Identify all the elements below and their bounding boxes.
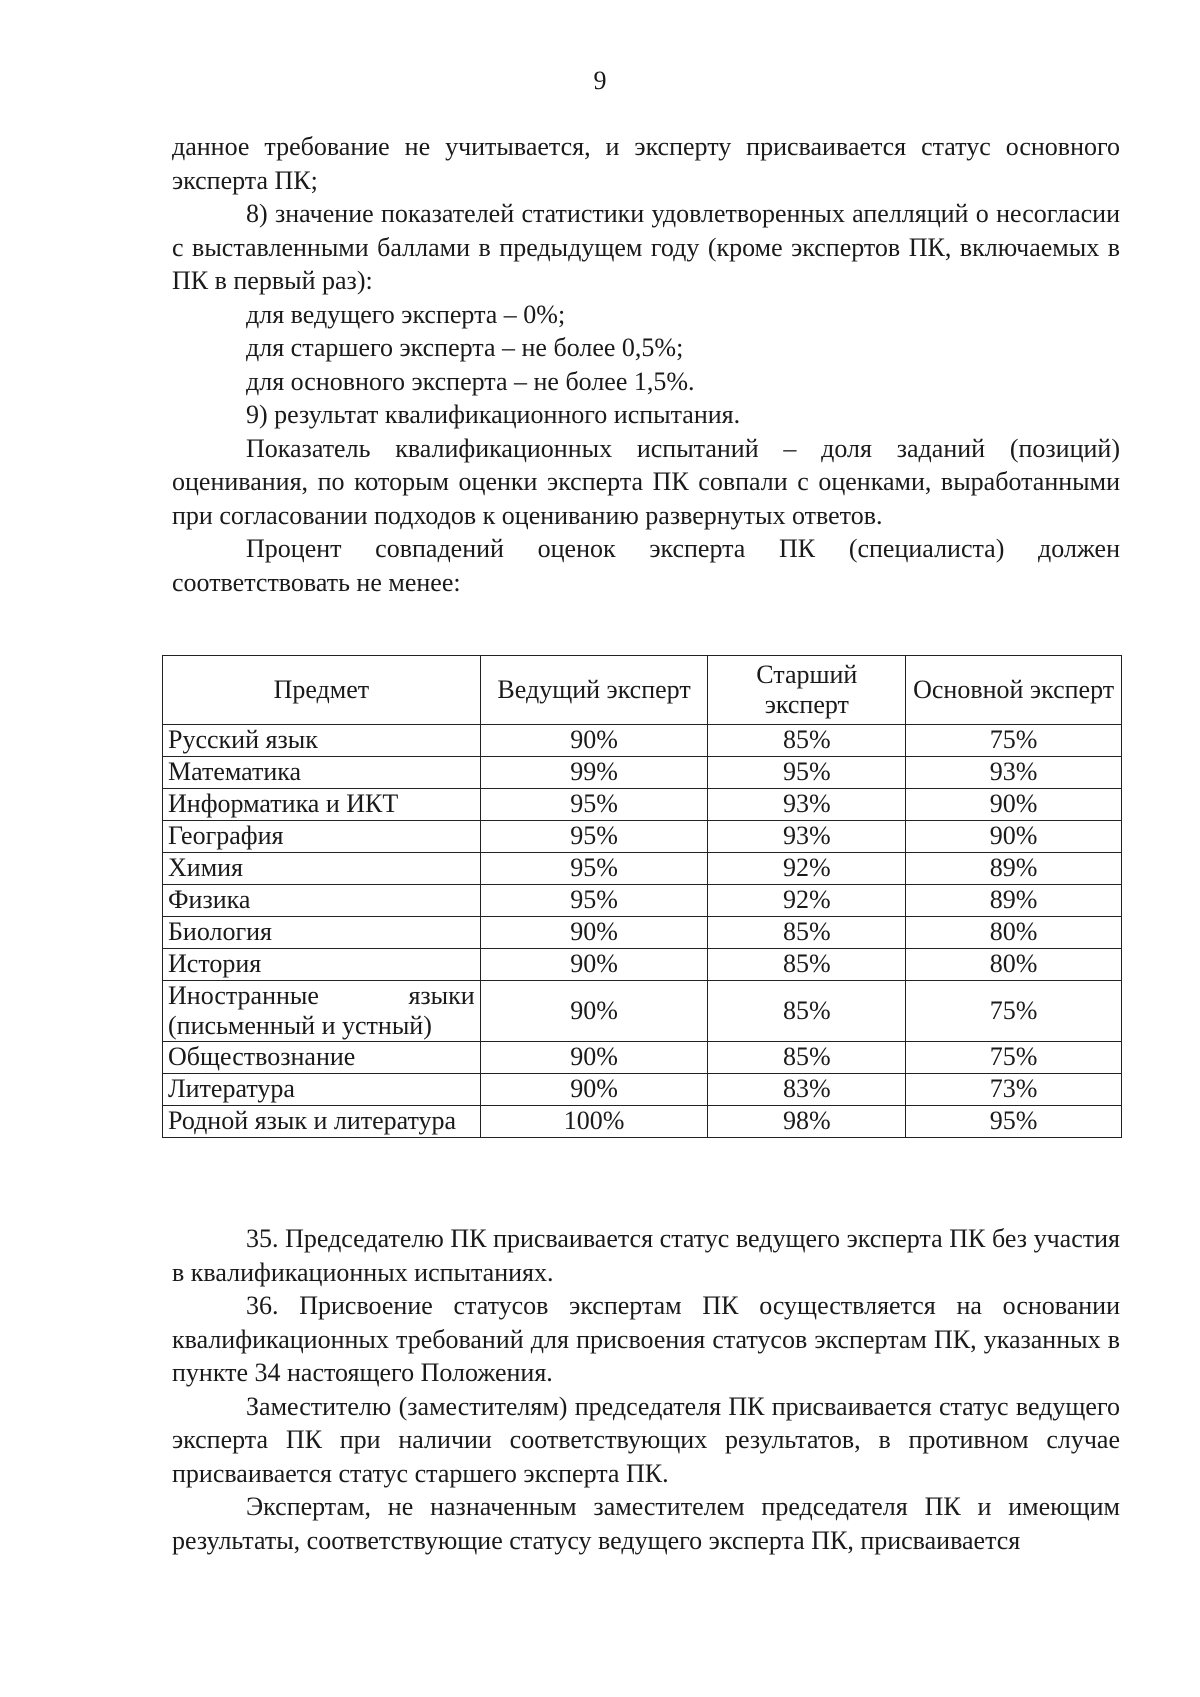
cell-senior: 85% [708, 917, 906, 949]
cell-subject: Физика [163, 885, 481, 917]
cell-main: 73% [906, 1074, 1122, 1106]
cell-senior: 85% [708, 725, 906, 757]
sub-item-lead: для ведущего эксперта – 0%; [246, 299, 566, 329]
cell-lead: 95% [480, 853, 708, 885]
header-lead-expert: Ведущий эксперт [480, 656, 708, 725]
cell-subject: Русский язык [163, 725, 481, 757]
cell-lead: 90% [480, 949, 708, 981]
cell-lead: 95% [480, 885, 708, 917]
cell-main: 93% [906, 757, 1122, 789]
cell-main: 75% [906, 725, 1122, 757]
top-text [172, 130, 1120, 599]
paragraph-item-35: 35. Председателю ПК присваивается статус ведущего эксперта ПК без участия в квалификационных испытаниях. [172, 1224, 1120, 1287]
table-row [163, 1074, 1122, 1106]
table-row [163, 981, 1122, 1042]
table-row [163, 1042, 1122, 1074]
table-row [163, 725, 1122, 757]
cell-senior: 85% [708, 981, 906, 1042]
cell-subject: Химия [163, 853, 481, 885]
paragraph-deputies: Заместителю (заместителям) председателя ПК присваивается статус ведущего эксперта ПК при наличии соответствующих результатов, в противном случае присваивается статус старшего эксперта ПК. [172, 1391, 1120, 1488]
paragraph-experts: Экспертам, не назначенным заместителем председателя ПК и имеющим результаты, соответствующие статусу ведущего эксперта ПК, присваивается [172, 1492, 1120, 1555]
paragraph-indicator: Показатель квалификационных испытаний – доля заданий (позиций) оценивания, по которым оценки эксперта ПК совпали с оценками, выработанными при согласовании подходов к оцениванию развернутых ответов. [172, 433, 1120, 530]
cell-main: 75% [906, 1042, 1122, 1074]
bottom-text [172, 1222, 1120, 1557]
paragraph-item-9: 9) результат квалификационного испытания. [246, 400, 741, 429]
cell-main: 89% [906, 885, 1122, 917]
cell-main: 75% [906, 981, 1122, 1042]
cell-lead: 99% [480, 757, 708, 789]
cell-senior: 92% [708, 853, 906, 885]
cell-main: 80% [906, 917, 1122, 949]
cell-lead: 95% [480, 789, 708, 821]
table-row [163, 949, 1122, 981]
table-row [163, 789, 1122, 821]
cell-main: 80% [906, 949, 1122, 981]
table-row [163, 853, 1122, 885]
cell-subject: Математика [163, 757, 481, 789]
cell-main: 90% [906, 789, 1122, 821]
paragraph-item-36: 36. Присвоение статусов экспертам ПК осуществляется на основании квалификационных требований для присвоения статусов экспертам ПК, указанных в пункте 34 настоящего Положения. [172, 1291, 1120, 1387]
header-main-expert: Основной эксперт [906, 656, 1122, 725]
cell-subject: Обществознание [163, 1042, 481, 1074]
cell-senior: 95% [708, 757, 906, 789]
table-row [163, 821, 1122, 853]
cell-lead: 90% [480, 1042, 708, 1074]
cell-senior: 93% [708, 821, 906, 853]
cell-main: 90% [906, 821, 1122, 853]
cell-lead: 100% [480, 1106, 708, 1138]
cell-senior: 92% [708, 885, 906, 917]
scores-table [162, 655, 1122, 1138]
paragraph-continuation: данное требование не учитывается, и эксперту присваивается статус основного эксперта ПК; [172, 132, 1120, 195]
table-header-row [163, 656, 1122, 725]
paragraph-item-8: 8) значение показателей статистики удовлетворенных апелляций о несогласии с выставленными баллами в предыдущем году (кроме экспертов ПК, включаемых в ПК в первый раз): [172, 199, 1120, 295]
cell-senior: 93% [708, 789, 906, 821]
cell-senior: 83% [708, 1074, 906, 1106]
page-number: 9 [593, 66, 607, 95]
cell-senior: 85% [708, 1042, 906, 1074]
header-subject: Предмет [163, 656, 481, 725]
cell-lead: 90% [480, 981, 708, 1042]
sub-item-main: для основного эксперта – не более 1,5%. [246, 366, 695, 396]
cell-main: 89% [906, 853, 1122, 885]
cell-main: 95% [906, 1106, 1122, 1138]
paragraph-percent: Процент совпадений оценок эксперта ПК (специалиста) должен соответствовать не менее: [172, 534, 1120, 597]
table-row [163, 917, 1122, 949]
table-row [163, 1106, 1122, 1138]
sub-item-senior: для старшего эксперта – не более 0,5%; [246, 333, 684, 362]
cell-lead: 90% [480, 917, 708, 949]
table-row [163, 885, 1122, 917]
cell-subject: География [163, 821, 481, 853]
cell-subject: Родной язык и литература [163, 1106, 481, 1138]
cell-lead: 90% [480, 1074, 708, 1106]
cell-subject: Литература [163, 1074, 481, 1106]
cell-subject: Иностранные языки (письменный и устный) [163, 981, 481, 1042]
cell-senior: 98% [708, 1106, 906, 1138]
cell-lead: 90% [480, 725, 708, 757]
header-senior-expert: Старший эксперт [708, 656, 906, 725]
cell-senior: 85% [708, 949, 906, 981]
cell-subject: Биология [163, 917, 481, 949]
table-row [163, 757, 1122, 789]
cell-subject: История [163, 949, 481, 981]
cell-subject: Информатика и ИКТ [163, 789, 481, 821]
cell-lead: 95% [480, 821, 708, 853]
